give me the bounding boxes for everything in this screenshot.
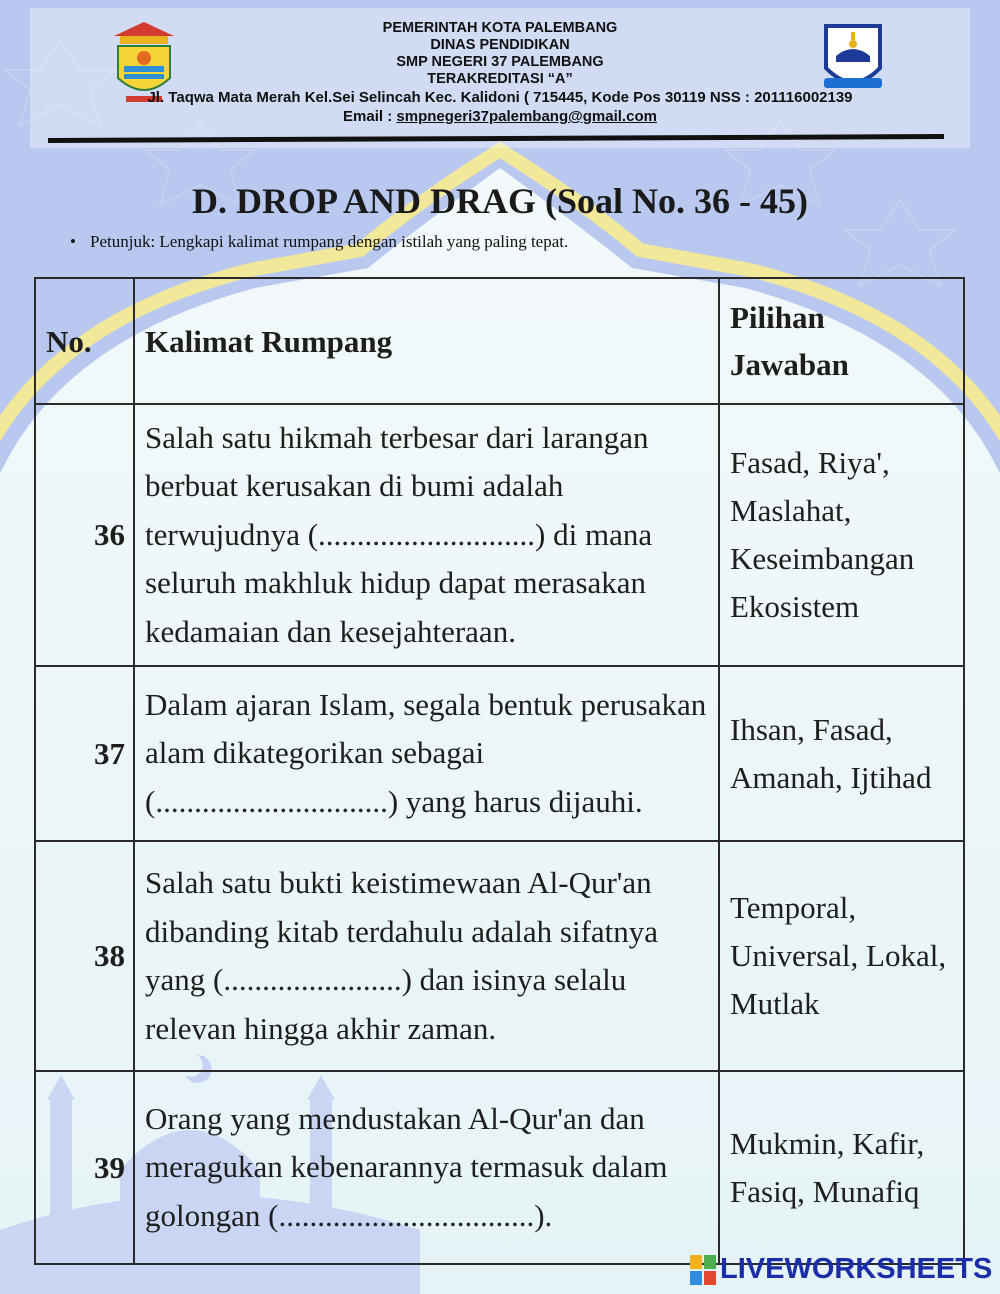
liveworksheets-watermark <box>690 1253 992 1286</box>
column-header-choices <box>719 278 964 404</box>
header-address: Jl. Taqwa Mata Merah Kel.Sei Selincah Kec. Kalidoni ( 715445, Kode Pos 30119 NSS : 201116002139 <box>147 89 853 106</box>
question-sentence: Dalam ajaran Islam, segala bentuk perusakan alam dikategorikan sebagai (..............................) yang harus dijauhi. <box>134 666 719 841</box>
answer-choices: Ihsan, Fasad, Amanah, Ijtihad <box>719 666 964 841</box>
column-header-choices-line2: Jawaban <box>730 347 849 382</box>
liveworksheets-logo-icon <box>690 1255 716 1285</box>
header-line-3: SMP NEGERI 37 PALEMBANG <box>396 54 604 70</box>
table-row <box>35 841 964 1071</box>
question-sentence: Salah satu hikmah terbesar dari larangan berbuat kerusakan di bumi adalah terwujudnya (............................) di mana seluruh makhluk hidup dapat merasakan kedamaian dan kesejahteraan. <box>134 404 719 666</box>
table-header-row <box>35 278 964 404</box>
header-line-4: TERAKREDITASI “A” <box>427 71 573 87</box>
watermark-text: LIVEWORKSHEETS <box>720 1253 993 1285</box>
school-letterhead <box>0 0 1000 150</box>
header-line-1: PEMERINTAH KOTA PALEMBANG <box>382 20 618 36</box>
answer-choices: Temporal, Universal, Lokal, Mutlak <box>719 841 964 1071</box>
email-label: Email : <box>343 108 397 125</box>
table-row <box>35 1071 964 1264</box>
answer-choices: Fasad, Riya', Maslahat, Keseimbangan Ekosistem <box>719 404 964 666</box>
header-line-2: DINAS PENDIDIKAN <box>430 37 570 53</box>
column-header-choices-line1: Pilihan <box>730 300 825 335</box>
question-table <box>34 277 965 1265</box>
email-link[interactable]: smpnegeri37palembang@gmail.com <box>396 108 657 125</box>
question-number: 37 <box>35 666 134 841</box>
column-header-no: No. <box>35 278 134 404</box>
question-number: 38 <box>35 841 134 1071</box>
question-number: 39 <box>35 1071 134 1264</box>
column-header-sentence: Kalimat Rumpang <box>134 278 719 404</box>
bullet-icon: • <box>70 232 76 251</box>
table-row <box>35 666 964 841</box>
header-divider <box>48 134 944 143</box>
header-email-row <box>0 107 1000 126</box>
section-title: D. DROP AND DRAG (Soal No. 36 - 45) <box>192 181 808 221</box>
question-number: 36 <box>35 404 134 666</box>
answer-choices: Mukmin, Kafir, Fasiq, Munafiq <box>719 1071 964 1264</box>
question-sentence: Orang yang mendustakan Al-Qur'an dan meragukan kebenarannya termasuk dalam golongan (.................................). <box>134 1071 719 1264</box>
question-sentence: Salah satu bukti keistimewaan Al-Qur'an dibanding kitab terdahulu adalah sifatnya yang (.......................) dan isinya selalu relevan hingga akhir zaman. <box>134 841 719 1071</box>
instruction-text: Petunjuk: Lengkapi kalimat rumpang dengan istilah yang paling tepat. <box>90 232 569 251</box>
instruction <box>70 232 568 252</box>
table-row <box>35 404 964 666</box>
